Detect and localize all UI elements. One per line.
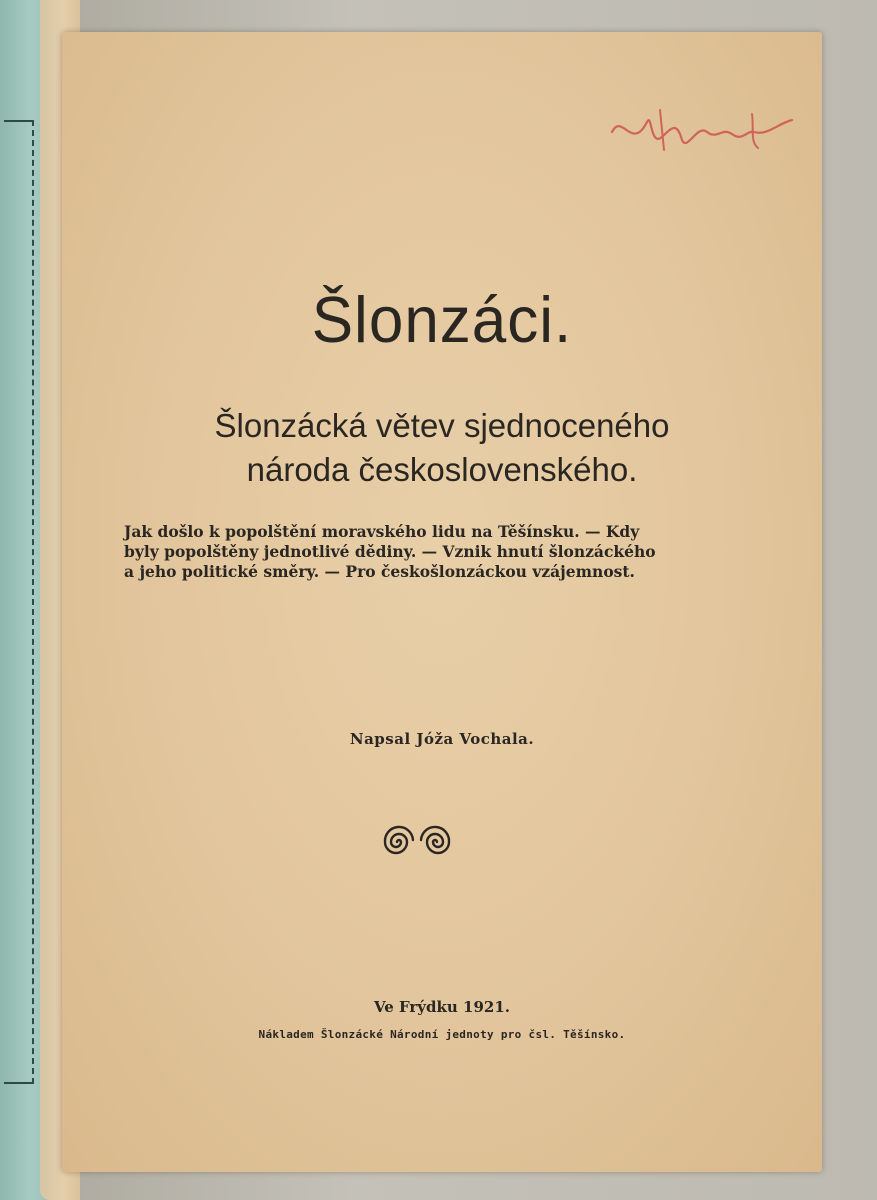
summary-line: a jeho politické směry. — Pro českošlonzáckou vzájemnost. bbox=[124, 562, 635, 581]
book-subtitle bbox=[102, 404, 782, 492]
double-spiral-ornament bbox=[380, 822, 454, 862]
cover-border bbox=[4, 120, 34, 1084]
subtitle-line: národa československého. bbox=[246, 451, 638, 488]
imprint-publisher: Nákladem Šlonzácké Národní jednoty pro čsl. Těšínsko. bbox=[258, 1028, 626, 1041]
imprint-place-year: Ve Frýdku 1921. bbox=[373, 998, 510, 1016]
summary-line: byly popolštěny jednotlivé dědiny. — Vznik hnutí šlonzáckého bbox=[124, 542, 656, 561]
handwritten-signature bbox=[602, 102, 802, 162]
summary-line: Jak došlo k popolštění moravského lidu na Těšínsku. — Kdy bbox=[124, 522, 640, 541]
title-page bbox=[62, 32, 822, 1172]
author-line: Napsal Jóža Vochala. bbox=[349, 730, 535, 748]
subtitle-line: Šlonzácká větev sjednoceného bbox=[214, 407, 670, 444]
book-title: Šlonzáci. bbox=[311, 284, 573, 357]
contents-summary bbox=[124, 522, 782, 582]
